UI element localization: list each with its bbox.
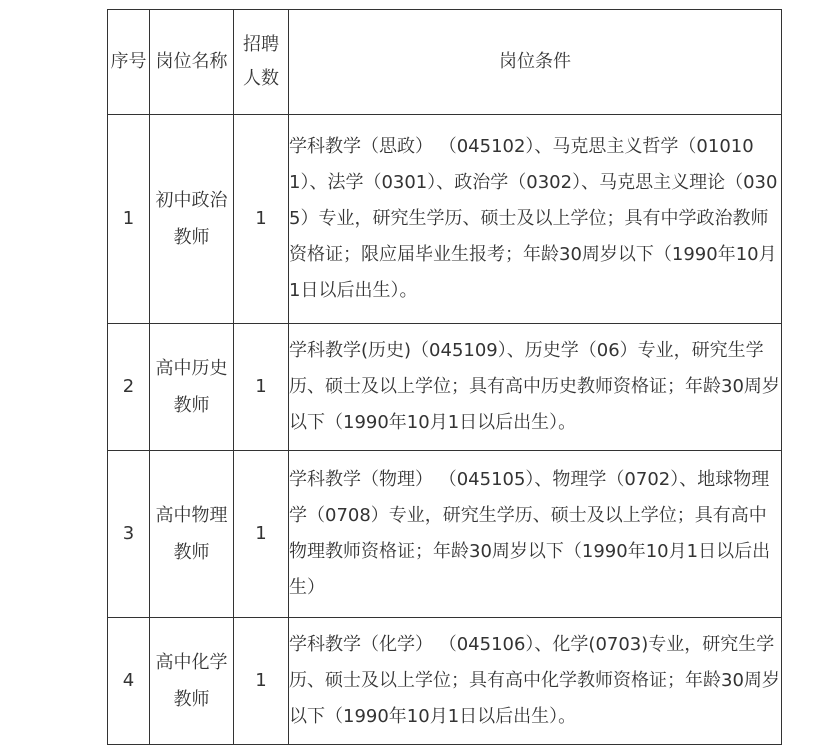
row-position: 高中物理教师 [155,505,228,563]
row-count: 1 [234,115,289,324]
table-row [108,115,782,324]
row-position-cell [150,115,234,324]
table-row [108,451,782,618]
row-position-cell [150,324,234,451]
header-index: 序号 [108,10,150,115]
row-conditions: 学科教学（思政） （045102）、马克思主义哲学（010101）、法学（0301）、政治学（0302）、马克思主义理论（0305）专业，研究生学历、硕士及以上学位；具有中学政治教师资格证；限应届毕业生报考；年龄30周岁以下（1990年10月1日以后出生）。 [289,115,782,324]
row-position: 高中历史教师 [155,358,228,416]
row-index: 1 [108,115,150,324]
table-header-row [108,10,782,115]
header-position: 岗位名称 [150,10,234,115]
row-position-cell [150,618,234,745]
row-count: 1 [234,618,289,745]
row-count: 1 [234,324,289,451]
row-position: 高中化学教师 [155,652,228,710]
row-count: 1 [234,451,289,618]
row-conditions: 学科教学（物理） （045105）、物理学（0702）、地球物理学（0708）专业，研究生学历、硕士及以上学位；具有高中物理教师资格证；年龄30周岁以下（1990年10月1日以后出生） [289,451,782,618]
row-conditions: 学科教学(历史)（045109）、历史学（06）专业，研究生学历、硕士及以上学位；具有高中历史教师资格证；年龄30周岁以下（1990年10月1日以后出生）。 [289,324,782,451]
recruitment-table [107,9,782,745]
header-conditions: 岗位条件 [289,10,782,115]
header-count-cell [234,10,289,115]
row-position: 初中政治教师 [155,190,228,248]
row-index: 4 [108,618,150,745]
header-count: 招聘人数 [243,33,279,89]
row-index: 2 [108,324,150,451]
row-conditions: 学科教学（化学） （045106）、化学(0703)专业，研究生学历、硕士及以上学位；具有高中化学教师资格证；年龄30周岁以下（1990年10月1日以后出生）。 [289,618,782,745]
table-row [108,618,782,745]
row-position-cell [150,451,234,618]
table-row [108,324,782,451]
row-index: 3 [108,451,150,618]
